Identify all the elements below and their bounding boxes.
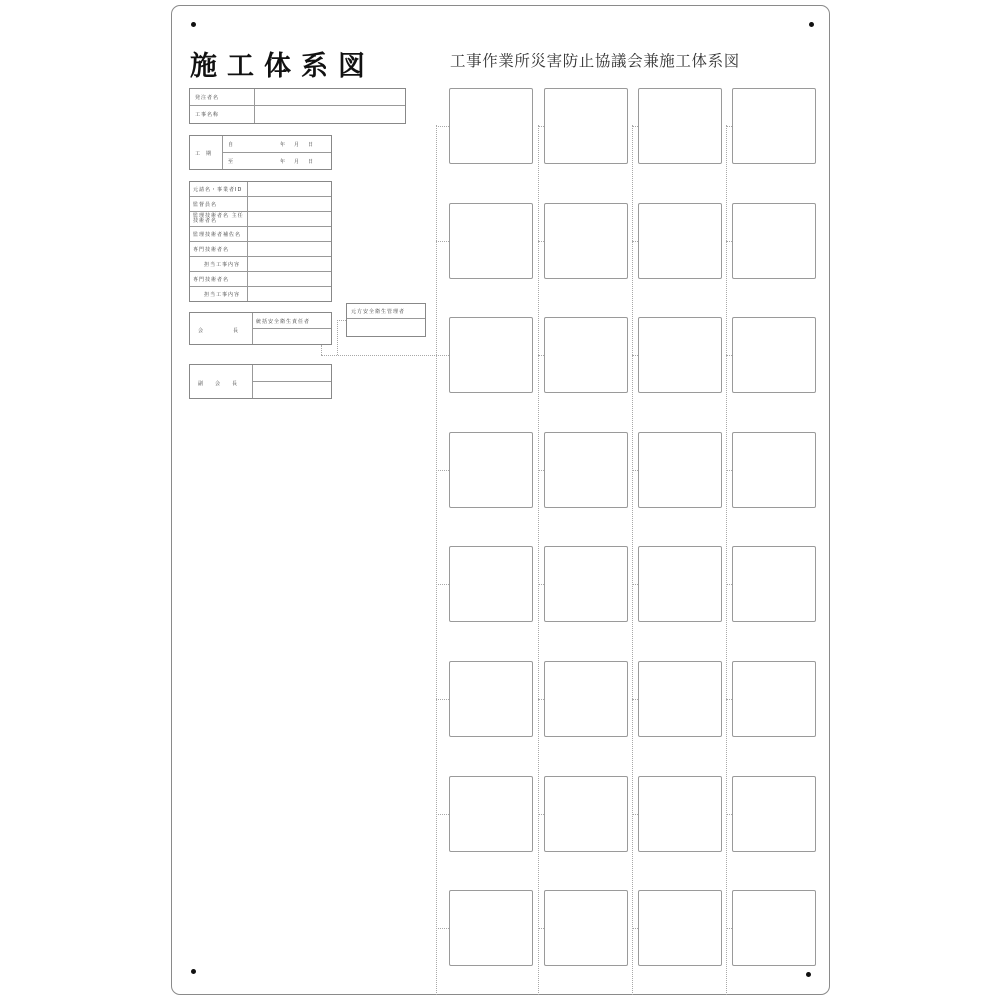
connector-line [337, 320, 346, 321]
connector-line [538, 470, 544, 471]
schedule-label: 工期 [195, 151, 218, 157]
connector-line [726, 928, 732, 929]
connector-line [726, 470, 732, 471]
staff-label: 監理技術者補佐名 [193, 232, 242, 238]
project-name-label: 工事名称 [195, 112, 220, 118]
staff-label: 専門技術者名 [193, 277, 230, 283]
connector-line [632, 126, 638, 127]
tier-1-spine [436, 125, 437, 995]
subcontractor-box [449, 432, 533, 508]
subcontractor-box [732, 546, 816, 622]
connector-line [337, 320, 338, 355]
client-name-label: 発注者名 [195, 95, 220, 101]
staff-label: 元請名・事業者ID [193, 187, 243, 193]
connector-line [538, 928, 544, 929]
tier-4-spine [726, 125, 727, 995]
mounting-hole-icon [806, 972, 811, 977]
chairman-table [189, 312, 332, 345]
subcontractor-box [638, 88, 722, 164]
connector-line [726, 584, 732, 585]
connector-line [436, 928, 449, 929]
subcontractor-box [732, 432, 816, 508]
subcontractor-box [732, 203, 816, 279]
connector-line [726, 699, 732, 700]
connector-line [632, 355, 638, 356]
subcontractor-box [544, 890, 628, 966]
connector-line [538, 584, 544, 585]
connector-line [436, 470, 449, 471]
subcontractor-box [544, 776, 628, 852]
vice-chairman-label: 副会長 [198, 381, 250, 387]
subcontractor-box [638, 317, 722, 393]
subcontractor-box [544, 546, 628, 622]
subcontractor-box [449, 546, 533, 622]
staff-label: 担当工事内容 [204, 262, 241, 268]
subcontractor-box [449, 776, 533, 852]
connector-line [436, 699, 449, 700]
connector-line [436, 126, 449, 127]
subcontractor-box [732, 661, 816, 737]
connector-line [436, 355, 449, 356]
staff-label: 担当工事内容 [204, 292, 241, 298]
subcontractor-box [544, 432, 628, 508]
subcontractor-box [544, 203, 628, 279]
subcontractor-box [544, 317, 628, 393]
subcontractor-box [638, 546, 722, 622]
subcontractor-box [732, 890, 816, 966]
subcontractor-box [638, 432, 722, 508]
subcontractor-box [544, 661, 628, 737]
subcontractor-box [732, 317, 816, 393]
connector-line [632, 470, 638, 471]
subcontractor-box [638, 203, 722, 279]
schedule-table [189, 135, 332, 170]
end-date-placeholder: 年 月 日 [280, 159, 316, 165]
connector-line [321, 355, 437, 356]
subcontractor-box [732, 88, 816, 164]
chairman-sublabel: 統括安全衛生責任者 [256, 319, 311, 325]
page-subtitle: 工事作業所災害防止協議会兼施工体系図 [450, 52, 740, 70]
connector-line [321, 345, 322, 355]
mounting-hole-icon [191, 969, 196, 974]
staff-label: 監督員名 [193, 202, 218, 208]
connector-line [538, 814, 544, 815]
subcontractor-box [638, 661, 722, 737]
connector-line [726, 126, 732, 127]
staff-label: 専門技術者名 [193, 247, 230, 253]
connector-line [436, 241, 449, 242]
connector-line [436, 814, 449, 815]
start-prefix: 自 [228, 142, 235, 148]
mounting-hole-icon [191, 22, 196, 27]
connector-line [632, 814, 638, 815]
end-prefix: 至 [228, 159, 235, 165]
staff-table [189, 181, 332, 302]
mounting-hole-icon [809, 22, 814, 27]
connector-line [538, 126, 544, 127]
connector-line [726, 241, 732, 242]
subcontractor-box [449, 661, 533, 737]
subcontractor-box [449, 203, 533, 279]
project-info-table [189, 88, 406, 124]
subcontractor-box [449, 890, 533, 966]
subcontractor-box [449, 88, 533, 164]
connector-line [538, 355, 544, 356]
connector-line [726, 355, 732, 356]
start-date-placeholder: 年 月 日 [280, 142, 316, 148]
safety-manager-label: 元方安全衛生管理者 [351, 309, 406, 315]
subcontractor-box [732, 776, 816, 852]
staff-label: 監理技術者名 主任技術者名 [193, 213, 244, 224]
connector-line [632, 699, 638, 700]
subcontractor-box [638, 890, 722, 966]
connector-line [538, 699, 544, 700]
subcontractor-box [449, 317, 533, 393]
connector-line [632, 241, 638, 242]
subcontractor-box [638, 776, 722, 852]
connector-line [538, 241, 544, 242]
connector-line [726, 814, 732, 815]
connector-line [632, 584, 638, 585]
tier-2-spine [538, 125, 539, 995]
tier-3-spine [632, 125, 633, 995]
chairman-label: 会長 [198, 328, 269, 334]
page-title: 施工体系図 [190, 51, 375, 82]
connector-line [436, 584, 449, 585]
connector-line [632, 928, 638, 929]
subcontractor-box [544, 88, 628, 164]
safety-manager-table [346, 303, 426, 337]
vice-chairman-table [189, 364, 332, 399]
